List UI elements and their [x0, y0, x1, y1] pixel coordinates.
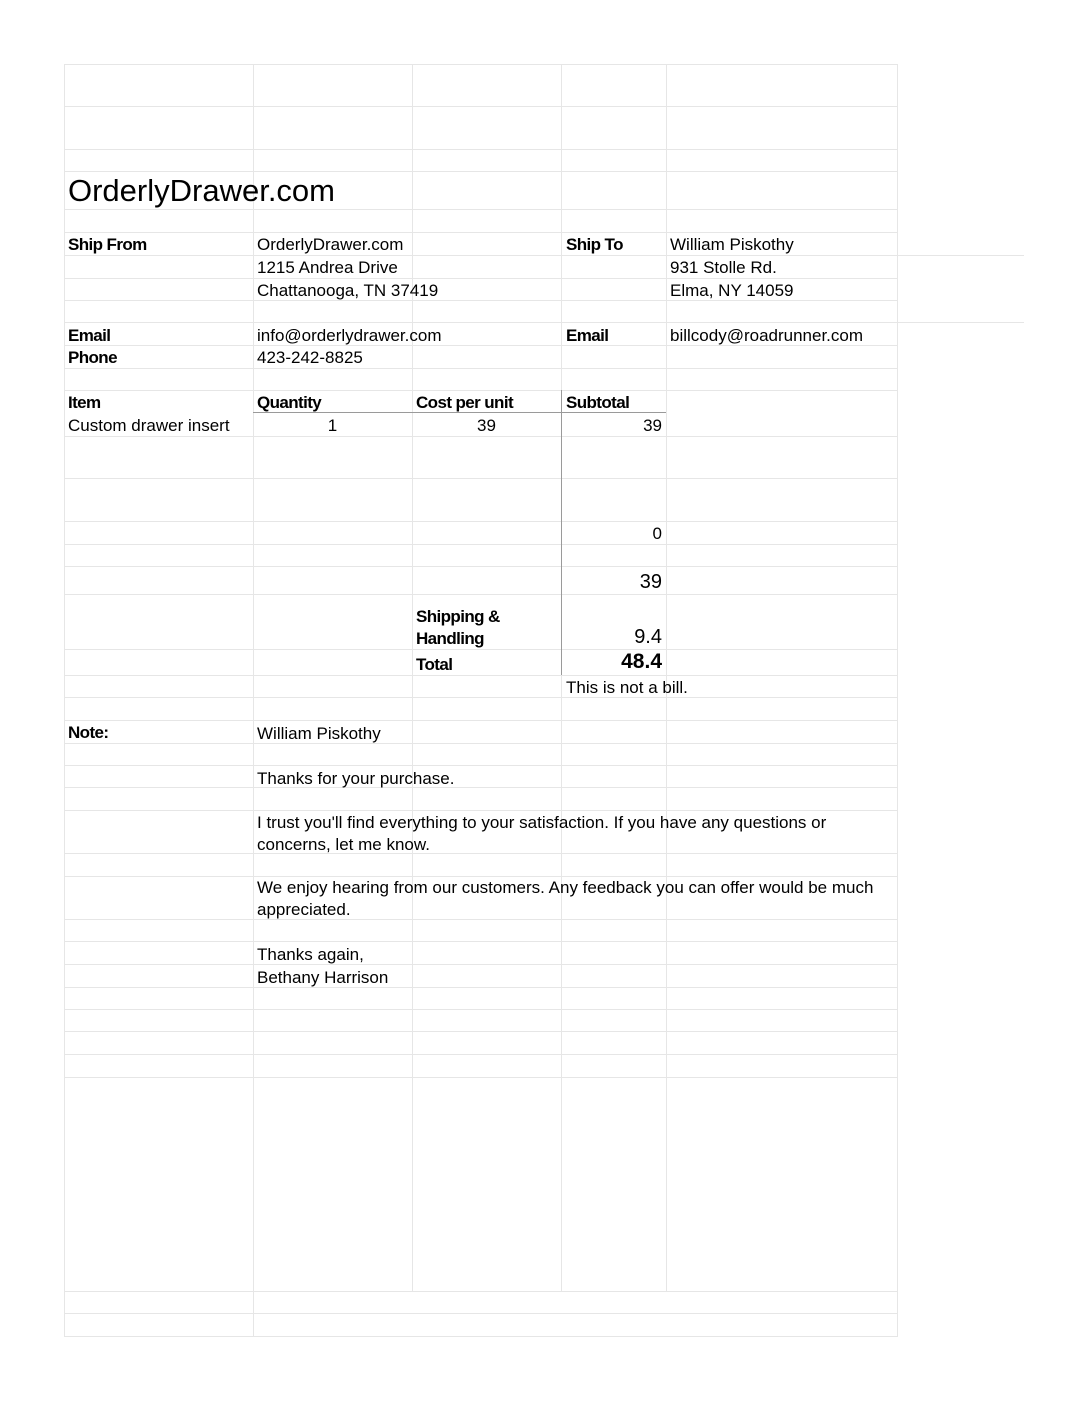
- row-quantity: 1: [327, 416, 338, 435]
- ship-to-label: Ship To: [566, 235, 623, 254]
- total-label: Total: [416, 655, 453, 674]
- ship-to-city: Elma, NY 14059: [670, 281, 794, 300]
- note-label: Note:: [68, 723, 109, 742]
- ship-to-street: 931 Stolle Rd.: [670, 258, 777, 277]
- total-value: 48.4: [621, 650, 662, 673]
- note-recipient: William Piskothy: [257, 724, 381, 743]
- page-title: OrderlyDrawer.com: [68, 173, 335, 208]
- tax-value: 0: [652, 524, 662, 543]
- ship-from-label: Ship From: [68, 235, 147, 254]
- subtotal-value: 39: [639, 571, 662, 593]
- ship-from-city: Chattanooga, TN 37419: [257, 281, 439, 300]
- note-line-feedback: We enjoy hearing from our customers. Any feedback you can offer would be much appreciated.: [257, 878, 874, 919]
- header-subtotal: Subtotal: [566, 393, 630, 412]
- shipping-label-line1: Shipping &: [416, 607, 500, 626]
- ship-to-name: William Piskothy: [670, 235, 794, 254]
- note-line-thanks: Thanks for your purchase.: [257, 769, 455, 788]
- to-email: billcody@roadrunner.com: [670, 326, 864, 345]
- to-email-label: Email: [566, 326, 609, 345]
- row-subtotal: 39: [643, 416, 662, 435]
- disclaimer: This is not a bill.: [566, 678, 688, 697]
- shipping-label-line2: Handling: [416, 629, 484, 648]
- header-item: Item: [68, 393, 101, 412]
- note-line-satisfaction: I trust you'll find everything to your satisfaction. If you have any questions or concerns, let me know.: [257, 813, 827, 854]
- note-closing: Thanks again,: [257, 945, 364, 964]
- email-label: Email: [68, 326, 111, 345]
- header-quantity: Quantity: [257, 393, 322, 412]
- row-cost: 39: [477, 416, 496, 435]
- row-item: Custom drawer insert: [68, 416, 230, 435]
- ship-from-street: 1215 Andrea Drive: [257, 258, 398, 277]
- header-cost-per-unit: Cost per unit: [416, 393, 514, 412]
- phone-label: Phone: [68, 348, 117, 367]
- from-phone: 423-242-8825: [257, 348, 363, 367]
- shipping-value: 9.4: [634, 626, 662, 648]
- note-signature: Bethany Harrison: [257, 968, 389, 987]
- from-email: info@orderlydrawer.com: [257, 326, 442, 345]
- ship-from-name: OrderlyDrawer.com: [257, 235, 404, 254]
